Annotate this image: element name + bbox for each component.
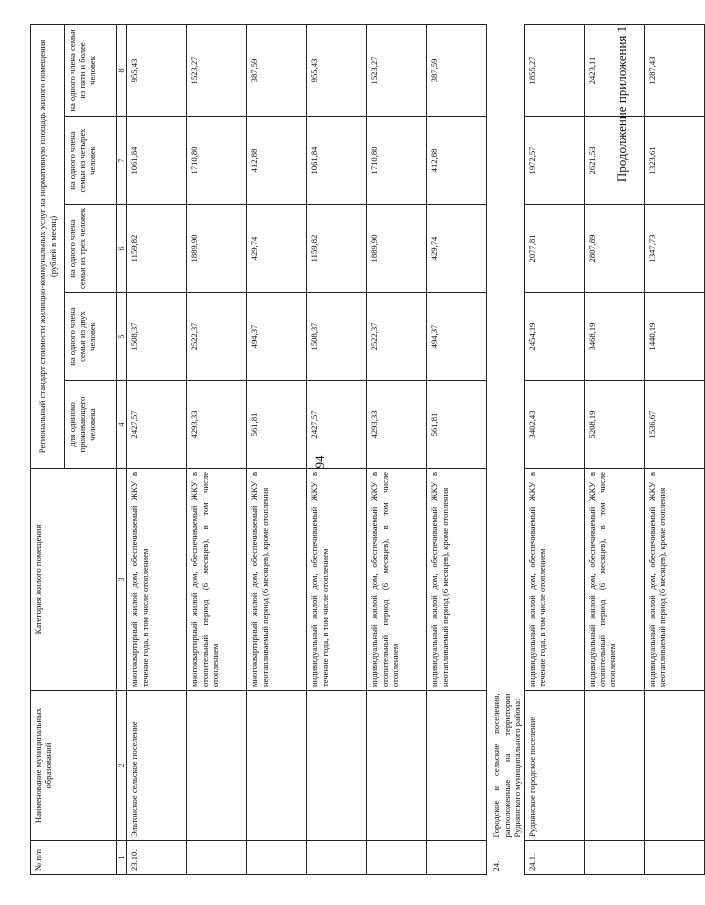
row-value: 3468,19 (584, 293, 644, 381)
row-value: 412,88 (427, 117, 487, 205)
row-value: 1972,57 (524, 117, 584, 205)
index-cell: 7 (117, 117, 127, 205)
row-value: 1523,27 (187, 24, 247, 116)
row-value: 5208,19 (584, 381, 644, 469)
header-standard: Региональный стандарт стоимости жилищно-коммунальных услуг на нормативную площадь жилого помещения (рублей в месяц) (31, 24, 65, 468)
row-value: 2077,81 (524, 205, 584, 293)
row-category: многоквартирный жилой дом, обеспечиваемый ЖКУ в неотапливаемый период (6 месяцев), кроме отопления (247, 469, 307, 691)
row-value: 2427,57 (127, 381, 187, 469)
table-row (524, 24, 584, 874)
row-value: 2423,11 (584, 24, 644, 116)
row-category: индивидуальный жилой дом, обеспечиваемый ЖКУ в отопительный период (6 месяцев), в том числе отоплением (367, 469, 427, 691)
row-value: 1323,61 (644, 117, 704, 205)
table-row (247, 24, 307, 874)
row-value: 387,59 (427, 24, 487, 116)
row-value: 494,37 (247, 293, 307, 381)
row-num (644, 841, 704, 875)
row-category: индивидуальный жилой дом, обеспечиваемый ЖКУ в неотапливаемый период (6 месяцев), кроме отопления (427, 469, 487, 691)
row-category: многоквартирный жилой дом, обеспечиваемый ЖКУ в течение года, в том числе отоплением (127, 469, 187, 691)
standards-table (30, 24, 705, 875)
row-category: индивидуальный жилой дом, обеспечиваемый ЖКУ в течение года, в том числе отоплением (524, 469, 584, 691)
row-value: 3402,43 (524, 381, 584, 469)
row-value: 4293,33 (187, 381, 247, 469)
index-cell: 3 (117, 469, 127, 691)
index-cell: 4 (117, 381, 127, 469)
row-num (307, 841, 367, 875)
header-sub-3: на одного члена семьи из трех человек (65, 205, 117, 293)
row-value: 1159,82 (127, 205, 187, 293)
header-sub-1: для одиноко проживающего человека (65, 381, 117, 469)
table-row (307, 24, 367, 874)
page-number: 94 (312, 455, 327, 469)
row-category: индивидуальный жилой дом, обеспечиваемый ЖКУ в отопительный период (6 месяцев), в том числе отоплением (584, 469, 644, 691)
index-cell: 1 (117, 841, 127, 875)
continuation-title: Продолжение приложения 1 (614, 25, 629, 183)
index-cell: 6 (117, 205, 127, 293)
section-row (487, 24, 524, 874)
row-name (247, 691, 307, 841)
row-name: Эльтонское сельское поселение (127, 691, 187, 841)
header-sub-2: на одного члена семьи из двух человек (65, 293, 117, 381)
row-value: 1889,90 (187, 205, 247, 293)
table-row (127, 24, 187, 874)
row-value: 1523,27 (367, 24, 427, 116)
row-value: 1889,90 (367, 205, 427, 293)
row-value: 2807,89 (584, 205, 644, 293)
row-value: 955,43 (127, 24, 187, 116)
row-name (307, 691, 367, 841)
row-value: 2454,19 (524, 293, 584, 381)
row-num (367, 841, 427, 875)
row-value: 429,74 (247, 205, 307, 293)
index-cell: 8 (117, 24, 127, 116)
row-name (187, 691, 247, 841)
header-sub-5: на одного члена семьи из пяти и более человек (65, 24, 117, 116)
row-value: 1710,80 (367, 117, 427, 205)
column-index-row (117, 24, 127, 874)
row-value: 2427,57 (307, 381, 367, 469)
row-value: 1347,73 (644, 205, 704, 293)
header-name: Наименование муниципальных образований (31, 691, 117, 841)
row-value: 412,88 (247, 117, 307, 205)
row-num (187, 841, 247, 875)
header-sub-4: на одного члена семьи из четырех человек (65, 117, 117, 205)
table-row (584, 24, 644, 874)
header-category: Категория жилого помещения (31, 469, 117, 691)
row-value: 2522,37 (187, 293, 247, 381)
row-category: многоквартирный жилой дом, обеспечиваемый ЖКУ в отопительный период (6 месяцев), в том числе отоплением (187, 469, 247, 691)
row-name: Руднянское городское поселение (524, 691, 584, 841)
index-cell: 2 (117, 691, 127, 841)
row-name (427, 691, 487, 841)
row-value: 1061,84 (307, 117, 367, 205)
row-value: 955,43 (307, 24, 367, 116)
row-value: 1508,37 (307, 293, 367, 381)
row-name (584, 691, 644, 841)
row-value: 4293,33 (367, 381, 427, 469)
row-value: 387,59 (247, 24, 307, 116)
row-name (644, 691, 704, 841)
row-value: 1508,37 (127, 293, 187, 381)
section-name: Городское и сельские поселения, расположенные на территории Руднянского муниципального района: (491, 693, 522, 838)
row-value: 1855,27 (524, 24, 584, 116)
row-num (427, 841, 487, 875)
row-value: 494,37 (427, 293, 487, 381)
row-num (584, 841, 644, 875)
row-value: 1536,67 (644, 381, 704, 469)
index-cell: 5 (117, 293, 127, 381)
row-value: 2621,53 (584, 117, 644, 205)
row-value: 561,81 (247, 381, 307, 469)
row-num: 24.1. (524, 841, 584, 875)
row-value: 1287,43 (644, 24, 704, 116)
section-num: 24. (491, 860, 502, 872)
row-category: индивидуальный жилой дом, обеспечиваемый ЖКУ в неотапливаемый период (6 месяцев), кроме отопления (644, 469, 704, 691)
table-row (427, 24, 487, 874)
table-row (187, 24, 247, 874)
row-value: 1440,19 (644, 293, 704, 381)
table-row (644, 24, 704, 874)
row-category: индивидуальный жилой дом, обеспечиваемый ЖКУ в течение года, в том числе отоплением (307, 469, 367, 691)
row-value: 1159,82 (307, 205, 367, 293)
row-value: 1710,80 (187, 117, 247, 205)
row-value: 429,74 (427, 205, 487, 293)
header-num: № п/п (31, 841, 117, 875)
row-value: 2522,37 (367, 293, 427, 381)
row-num (247, 841, 307, 875)
row-name (367, 691, 427, 841)
row-value: 1061,84 (127, 117, 187, 205)
row-num: 23.10. (127, 841, 187, 875)
table-row (367, 24, 427, 874)
row-value: 561,81 (427, 381, 487, 469)
